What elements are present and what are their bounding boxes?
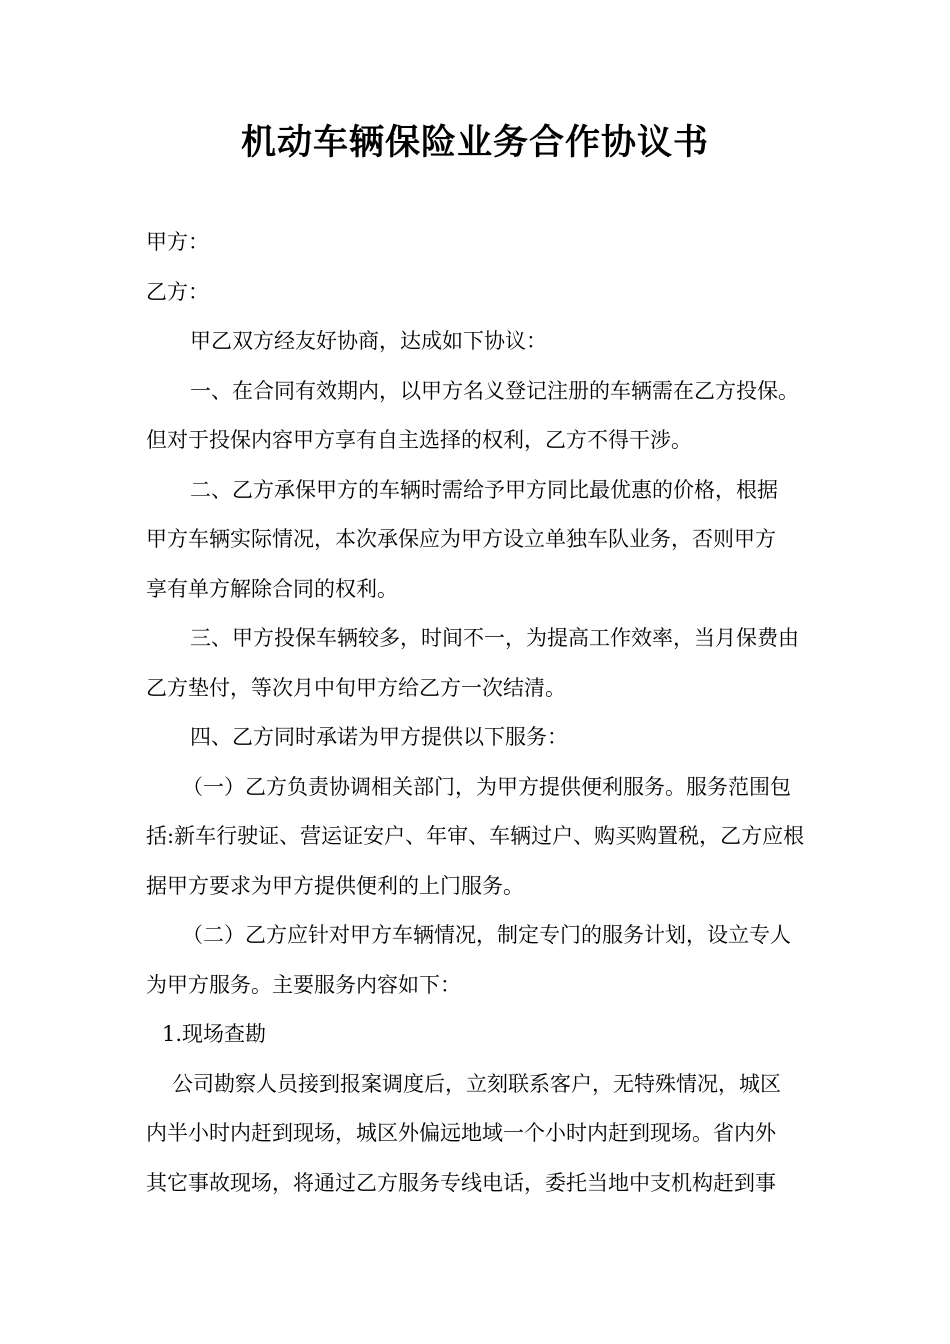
survey-line-3: 其它事故现场，将通过乙方服务专线电话，委托当地中支机构赶到事 (146, 1170, 776, 1195)
service-1-line-2: 括:新车行驶证、营运证安户、年审、车辆过户、购买购置税，乙方应根 (146, 824, 805, 848)
party-b-line: 乙方： (146, 279, 209, 304)
service-2-line-2: 为甲方服务。主要服务内容如下： (146, 972, 461, 997)
clause-2-line-3: 享有单方解除合同的权利。 (146, 576, 398, 601)
document-body (146, 218, 818, 1208)
clause-3-line-1: 三、甲方投保车辆较多，时间不一，为提高工作效率，当月保费由 (190, 626, 799, 650)
clause-1-line-2: 但对于投保内容甲方享有自主选择的权利，乙方不得干涉。 (146, 428, 692, 452)
service-1-line-3: 据甲方要求为甲方提供便利的上门服务。 (146, 873, 524, 898)
clause-1-line-1: 一、在合同有效期内，以甲方名义登记注册的车辆需在乙方投保。 (190, 378, 799, 403)
survey-line-2: 内半小时内赶到现场，城区外偏远地域一个小时内赶到现场。省内外 (146, 1121, 776, 1145)
survey-line-1: 公司勘察人员接到报案调度后，立刻联系客户，无特殊情况，城区 (172, 1071, 781, 1096)
clause-2-line-1: 二、乙方承保甲方的车辆时需给予甲方同比最优惠的价格，根据 (190, 477, 778, 502)
clause-2-line-2: 甲方车辆实际情况，本次承保应为甲方设立单独车队业务，否则甲方 (146, 527, 776, 551)
clause-3-line-2: 乙方垫付，等次月中旬甲方给乙方一次结清。 (146, 675, 566, 700)
document-title: 机动车辆保险业务合作协议书 (240, 122, 709, 163)
service-2-line-1: （二）乙方应针对甲方车辆情况，制定专门的服务计划，设立专人 (182, 923, 791, 947)
subsection-1-heading: 1.现场查勘 (162, 1022, 267, 1046)
preamble-line: 甲乙双方经友好协商，达成如下协议： (190, 329, 547, 353)
clause-4-heading: 四、乙方同时承诺为甲方提供以下服务： (190, 725, 568, 749)
service-1-line-1: （一）乙方负责协调相关部门，为甲方提供便利服务。服务范围包 (182, 774, 791, 799)
party-a-line: 甲方： (146, 230, 209, 254)
